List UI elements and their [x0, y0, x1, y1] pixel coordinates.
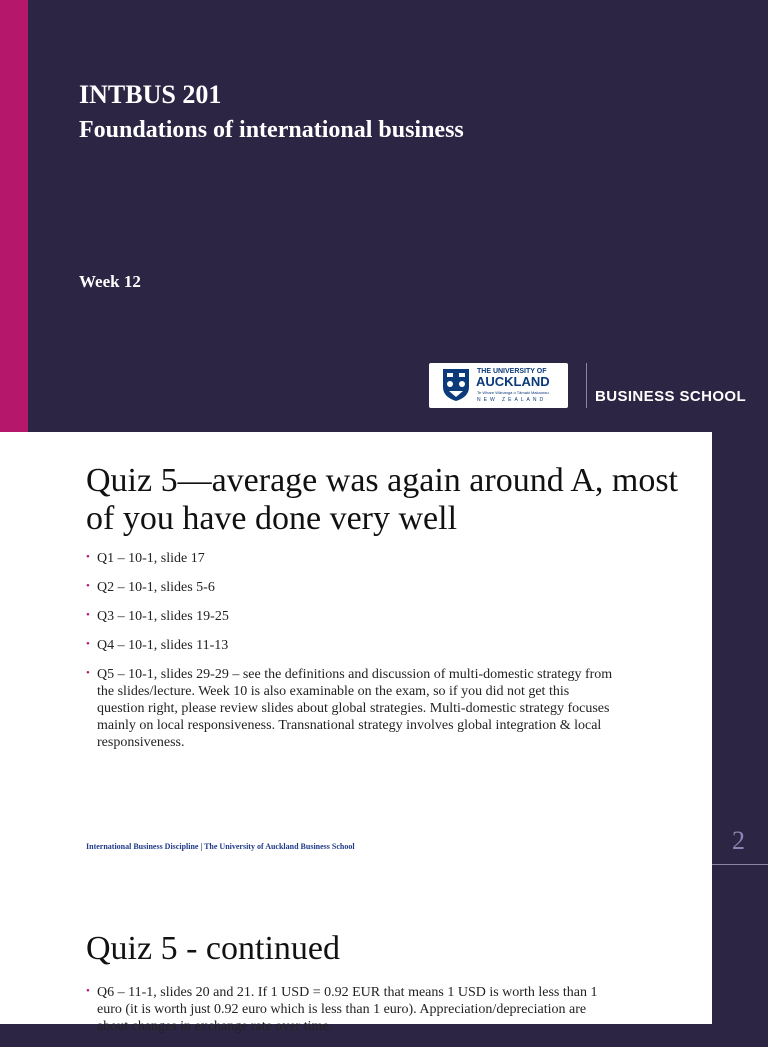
slide-title: Quiz 5—average was again around A, most of you have done very well [86, 462, 678, 537]
crest-icon [441, 367, 471, 403]
panel-divider [712, 864, 768, 865]
list-item: • Q5 – 10-1, slides 29-29 – see the definitions and discussion of multi-domestic strategy from the slides/lecture. Week 10 is also examinable on the exam, so if you did not get this question right, please review slides about global strategies. Multi-domestic strategy focuses mainly on local responsiveness. Transnational strategy involves global integration & local responsiveness. [86, 666, 616, 751]
list-item: • Q3 – 10-1, slides 19-25 [86, 608, 616, 625]
logo-line-3: Te Whare Wānanga o Tāmaki Makaurau [477, 390, 549, 395]
side-panel [712, 432, 768, 866]
slide-footer: International Business Discipline | The University of Auckland Business School [86, 842, 355, 851]
quiz-continued-slide [0, 866, 712, 1034]
logo-divider [586, 363, 587, 408]
list-item: • Q2 – 10-1, slides 5-6 [86, 579, 616, 596]
accent-bar [0, 0, 28, 432]
business-school-label: BUSINESS SCHOOL [595, 388, 747, 405]
list-item: • Q1 – 10-1, slide 17 [86, 550, 616, 567]
list-item: • Q6 – 11-1, slides 20 and 21. If 1 USD = 0.92 EUR that means 1 USD is worth less than 1 euro (it is worth just 0.92 euro which is less than 1 euro). Appreciation/depreciation are about changes in exchange rate over time. [86, 984, 616, 1035]
title-slide [0, 0, 768, 432]
logo-line-1: THE UNIVERSITY OF [477, 368, 547, 375]
course-code: INTBUS 201 [79, 80, 222, 109]
bullet-list [86, 984, 616, 1047]
list-item: • Q4 – 10-1, slides 11-13 [86, 637, 616, 654]
side-panel [712, 866, 768, 1024]
page-number: 2 [732, 826, 745, 855]
university-logo [429, 363, 568, 408]
bullet-list [86, 550, 616, 763]
logo-line-2: AUCKLAND [476, 374, 550, 389]
quiz-summary-slide [0, 432, 712, 866]
slide-title: Quiz 5 - continued [86, 930, 340, 967]
week-label: Week 12 [79, 272, 141, 291]
logo-line-4: NEW ZEALAND [477, 397, 547, 403]
course-title: Foundations of international business [79, 117, 464, 143]
